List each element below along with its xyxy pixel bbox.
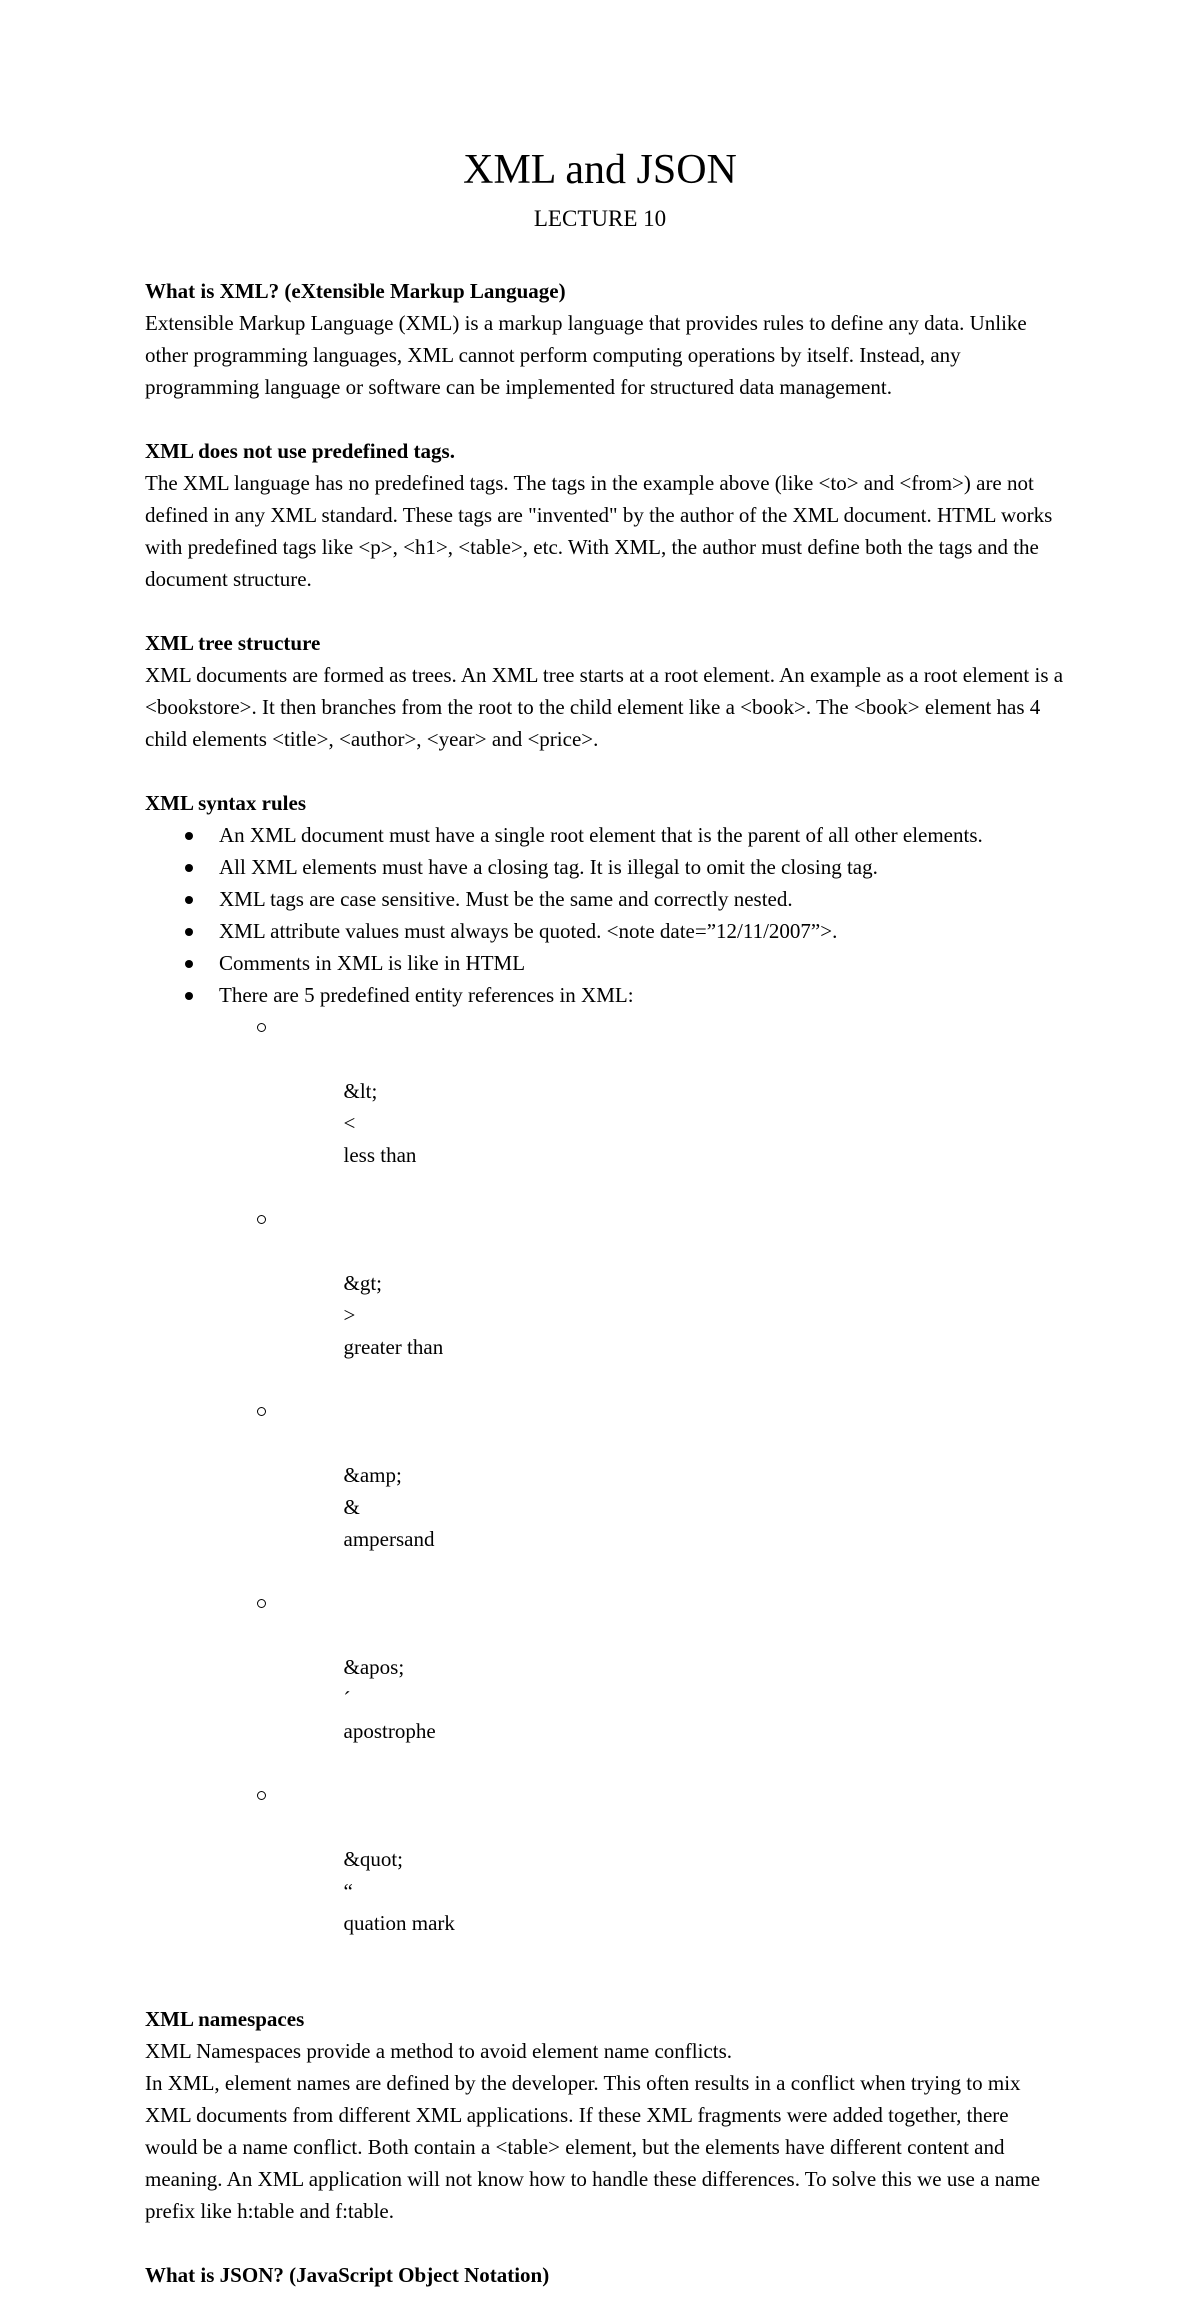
entity-code: &lt; — [343, 1079, 378, 1103]
entity-code: &quot; — [343, 1847, 404, 1871]
hollow-bullet-icon — [257, 1407, 266, 1416]
hollow-bullet-icon — [257, 1023, 266, 1032]
entity-item — [145, 1587, 1065, 1779]
section-what-is-xml — [145, 275, 1065, 403]
section-syntax-rules — [145, 787, 1065, 1971]
list-item-text: XML tags are case sensitive. Must be the same and correctly nested. — [219, 887, 793, 911]
entity-meaning: less than — [343, 1143, 417, 1167]
list-item-text: Comments in XML is like in HTML — [219, 951, 526, 975]
bullet-icon — [185, 960, 193, 968]
hollow-bullet-icon — [257, 1215, 266, 1224]
list-item — [145, 979, 1065, 1011]
entity-meaning: quation mark — [343, 1911, 455, 1935]
section-paragraph: The XML language has no predefined tags. The tags in the example above (like <to> and <from>) are not defined in any XML standard. These tags are "invented" by the author of the XML document. HTML works with predefined tags like <p>, <h1>, <table>, etc. With XML, the author must define both the tags and the document structure. — [145, 471, 1053, 591]
document-title: XML and JSON — [463, 147, 737, 193]
list-item — [145, 883, 1065, 915]
entity-meaning: ampersand — [343, 1527, 435, 1551]
entity-item — [145, 1011, 1065, 1203]
hollow-bullet-icon — [257, 1599, 266, 1608]
section-namespaces — [145, 2003, 1065, 2227]
section-paragraph: XML documents are formed as trees. An XML tree starts at a root element. An example as a root element is a <bookstore>. It then branches from the root to the child element like a <book>. The <book> element has 4 child elements <title>, <author>, <year> and <price>. — [145, 663, 1064, 751]
section-heading: What is XML? (eXtensible Markup Language) — [145, 279, 566, 303]
section-heading: XML does not use predefined tags. — [145, 439, 455, 463]
section-heading: XML namespaces — [145, 2007, 305, 2031]
list-item-text: XML attribute values must always be quoted. <note date=”12/11/2007”>. — [219, 919, 838, 943]
section-heading: XML syntax rules — [145, 791, 307, 815]
syntax-rules-list — [145, 819, 1065, 1011]
entity-item — [145, 1203, 1065, 1395]
bullet-icon — [185, 864, 193, 872]
bullet-icon — [185, 992, 193, 1000]
entity-symbol: ´ — [343, 1687, 351, 1711]
list-item — [145, 851, 1065, 883]
section-predefined-tags — [145, 435, 1065, 595]
bullet-icon — [185, 832, 193, 840]
list-item-text: All XML elements must have a closing tag. It is illegal to omit the closing tag. — [219, 855, 878, 879]
section-heading: What is JSON? (JavaScript Object Notation) — [145, 2263, 550, 2287]
entity-symbol: > — [343, 1303, 356, 1327]
entity-item — [145, 1395, 1065, 1587]
entity-code: &amp; — [343, 1463, 402, 1487]
bullet-icon — [185, 928, 193, 936]
section-paragraph: Extensible Markup Language (XML) is a markup language that provides rules to define any data. Unlike other programming languages, XML cannot perform computing operations by itself. Instead, any programming language or software can be implemented for structured data management. — [145, 311, 1027, 399]
section-tree-structure — [145, 627, 1065, 755]
document-body — [145, 275, 1065, 2323]
section-paragraph: In XML, element names are defined by the developer. This often results in a conflict when trying to mix XML documents from different XML applications. If these XML fragments were added together, there would be a name conflict. Both contain a <table> element, but the elements have different content and meaning. An XML application will not know how to handle these differences. To solve this we use a name prefix like h:table and f:table. — [145, 2071, 1041, 2223]
list-item-text: There are 5 predefined entity references in XML: — [219, 983, 634, 1007]
entity-symbol: < — [343, 1111, 356, 1135]
entity-meaning: greater than — [343, 1335, 444, 1359]
entity-code: &apos; — [343, 1655, 405, 1679]
entity-code: &gt; — [343, 1271, 383, 1295]
list-item-text: An XML document must have a single root element that is the parent of all other elements. — [219, 823, 983, 847]
entity-references-list — [145, 1011, 1065, 1971]
entity-meaning: apostrophe — [343, 1719, 436, 1743]
section-heading: XML tree structure — [145, 631, 321, 655]
section-what-is-json — [145, 2259, 1065, 2291]
bullet-icon — [185, 896, 193, 904]
list-item — [145, 915, 1065, 947]
section-paragraph: XML Namespaces provide a method to avoid element name conflicts. — [145, 2039, 733, 2063]
entity-symbol: & — [343, 1495, 360, 1519]
document-subtitle: LECTURE 10 — [533, 206, 667, 231]
entity-symbol: “ — [343, 1879, 353, 1903]
entity-item — [145, 1779, 1065, 1971]
list-item — [145, 819, 1065, 851]
hollow-bullet-icon — [257, 1791, 266, 1800]
list-item — [145, 947, 1065, 979]
